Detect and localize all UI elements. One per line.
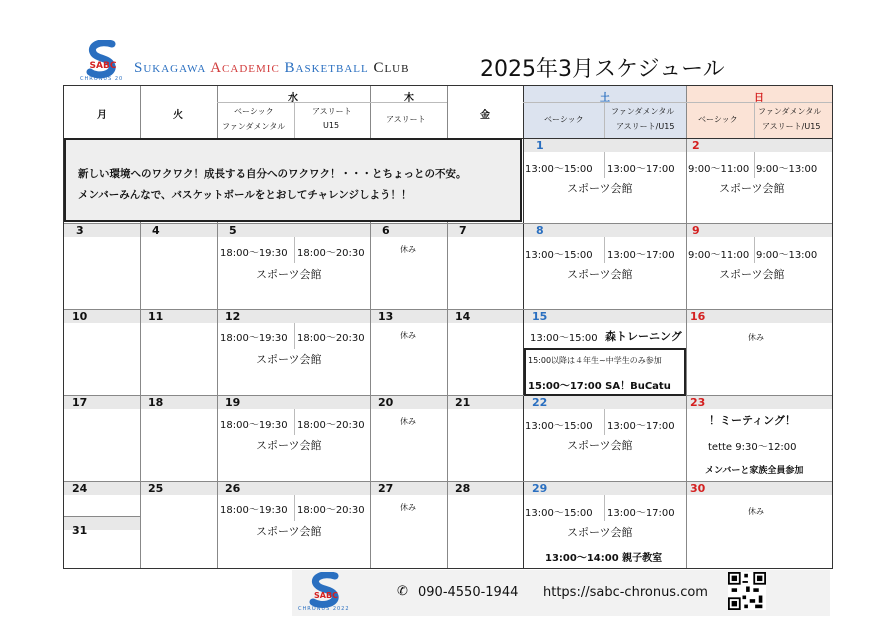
date-strip	[64, 223, 832, 237]
wed-course-a: ファンダメンタル	[222, 122, 286, 131]
date-number: 9	[692, 224, 700, 237]
date-number: 17	[72, 396, 88, 409]
sat-course-b: ファンダメンタル	[611, 107, 675, 116]
venue: スポーツ会館	[567, 268, 633, 281]
date-number: 21	[455, 396, 471, 409]
club-name-part: Sukagawa	[134, 60, 211, 76]
venue: スポーツ会館	[256, 439, 322, 452]
time-slot: 13:00～15:00	[525, 421, 593, 432]
club-name-part: Basketball	[284, 60, 374, 76]
venue: スポーツ会館	[567, 439, 633, 452]
wed-course-a: ベーシック	[234, 107, 274, 116]
date-number: 14	[455, 310, 471, 323]
time-slot: 9:00～13:00	[756, 164, 818, 175]
event-title: 森トレーニング	[605, 330, 682, 343]
time-slot: 13:00～17:00	[607, 508, 675, 519]
date-number: 5	[229, 224, 237, 237]
date-number: 24	[72, 482, 88, 495]
date-strip	[64, 395, 832, 409]
time-slot: 18:00～20:30	[297, 333, 365, 344]
time-slot: 13:00～17:00	[607, 164, 675, 175]
time-slot: 18:00～19:30	[220, 333, 288, 344]
day-header-fri: 金	[480, 110, 490, 121]
page-title: 2025年3月スケジュール	[480, 57, 725, 82]
date-number: 12	[225, 310, 241, 323]
date-number: 3	[76, 224, 84, 237]
wed-course-b: アスリート	[312, 107, 352, 116]
date-number: 11	[148, 310, 164, 323]
sat-course-b: アスリート/U15	[616, 122, 675, 131]
event-title: ！ミーティング！	[709, 414, 796, 427]
club-logo	[305, 572, 347, 610]
special-event-box	[524, 348, 686, 396]
rest-label: 休み	[400, 331, 416, 340]
logo-text: SABC	[89, 61, 117, 71]
date-number: 4	[152, 224, 160, 237]
venue: スポーツ会館	[256, 268, 322, 281]
phone-icon: ✆	[397, 584, 408, 599]
logo-subtitle: CHRONUS 20	[80, 76, 124, 82]
date-number: 26	[225, 482, 241, 495]
venue: スポーツ会館	[256, 525, 322, 538]
schedule-calendar	[63, 85, 833, 569]
venue: スポーツ会館	[719, 182, 785, 195]
date-number: 7	[459, 224, 467, 237]
date-number: 13	[378, 310, 394, 323]
sun-course-b: ファンダメンタル	[758, 107, 822, 116]
logo-subtitle: CHRONUS 2022	[298, 606, 350, 612]
qr-code-icon[interactable]	[728, 572, 766, 610]
date-strip	[523, 138, 832, 152]
rest-label: 休み	[748, 507, 764, 516]
time-slot: 13:00～15:00	[525, 250, 593, 261]
time-slot: 13:00～15:00	[525, 164, 593, 175]
time-slot: 18:00～20:30	[297, 248, 365, 259]
date-number: 16	[690, 310, 706, 323]
date-number: 28	[455, 482, 471, 495]
time-slot: 13:00～17:00	[607, 421, 675, 432]
event-note: メンバーと家族全員参加	[705, 466, 804, 476]
time-slot: 9:00～13:00	[756, 250, 818, 261]
rest-label: 休み	[400, 245, 416, 254]
sat-course-a: ベーシック	[544, 115, 584, 124]
date-number: 6	[382, 224, 390, 237]
date-strip	[64, 481, 832, 495]
venue: スポーツ会館	[256, 353, 322, 366]
phone-number: 090-4550-1944	[418, 585, 519, 600]
club-name	[134, 60, 409, 77]
event-title: 13:00～14:00 親子教室	[545, 553, 663, 564]
time-slot: 18:00～19:30	[220, 505, 288, 516]
date-number: 1	[536, 139, 544, 152]
sun-course-a: ベーシック	[698, 115, 738, 124]
message-line: 新しい環境へのワクワク！成長する自分へのワクワク！・・・とちょっとの不安。	[78, 168, 467, 180]
event-title: 15:00～17:00 SA！BuCatu	[528, 381, 671, 392]
date-number: 19	[225, 396, 241, 409]
event-time: tette 9:30～12:00	[708, 442, 797, 453]
date-number: 30	[690, 482, 706, 495]
time-slot: 18:00～20:30	[297, 420, 365, 431]
logo-text: SABC	[314, 591, 338, 600]
date-number: 15	[532, 310, 548, 323]
day-header-thu: 木	[404, 93, 414, 104]
date-number: 29	[532, 482, 548, 495]
venue: スポーツ会館	[719, 268, 785, 281]
date-number: 23	[690, 396, 706, 409]
day-header-sat: 土	[600, 93, 610, 104]
website-link[interactable]: https://sabc-chronus.com	[543, 585, 708, 600]
wed-course-b: U15	[323, 121, 340, 130]
event-note: 15:00以降は４年生~中学生のみ参加	[528, 356, 662, 365]
date-number: 20	[378, 396, 394, 409]
date-number: 31	[72, 524, 88, 537]
date-strip	[64, 309, 832, 323]
day-header-wed: 水	[288, 93, 298, 104]
time-slot: 9:00～11:00	[688, 164, 750, 175]
venue: スポーツ会館	[567, 526, 633, 539]
date-number: 18	[148, 396, 164, 409]
date-number: 25	[148, 482, 164, 495]
message-box	[64, 138, 522, 222]
club-logo	[82, 40, 124, 80]
date-number: 27	[378, 482, 394, 495]
time-slot: 18:00～19:30	[220, 248, 288, 259]
date-number: 2	[692, 139, 700, 152]
rest-label: 休み	[400, 503, 416, 512]
thu-course: アスリート	[386, 115, 426, 124]
time-slot: 13:00～17:00	[607, 250, 675, 261]
club-name-part: Academic	[210, 60, 285, 76]
time-slot: 13:00～15:00	[525, 508, 593, 519]
date-number: 22	[532, 396, 548, 409]
day-header-tue: 火	[173, 110, 183, 121]
day-header-mon: 月	[97, 110, 107, 121]
time-slot: 9:00～11:00	[688, 250, 750, 261]
message-line: メンバーみんなで、バスケットボールをとおしてチャレンジしよう！！	[78, 189, 412, 201]
time-slot: 13:00～15:00	[530, 333, 598, 344]
day-header-sun: 日	[754, 93, 764, 104]
date-number: 10	[72, 310, 88, 323]
date-number: 8	[536, 224, 544, 237]
club-name-part: Club	[373, 60, 410, 76]
venue: スポーツ会館	[567, 182, 633, 195]
time-slot: 18:00～19:30	[220, 420, 288, 431]
rest-label: 休み	[400, 417, 416, 426]
sun-course-b: アスリート/U15	[762, 122, 821, 131]
rest-label: 休み	[748, 333, 764, 342]
time-slot: 18:00～20:30	[297, 505, 365, 516]
